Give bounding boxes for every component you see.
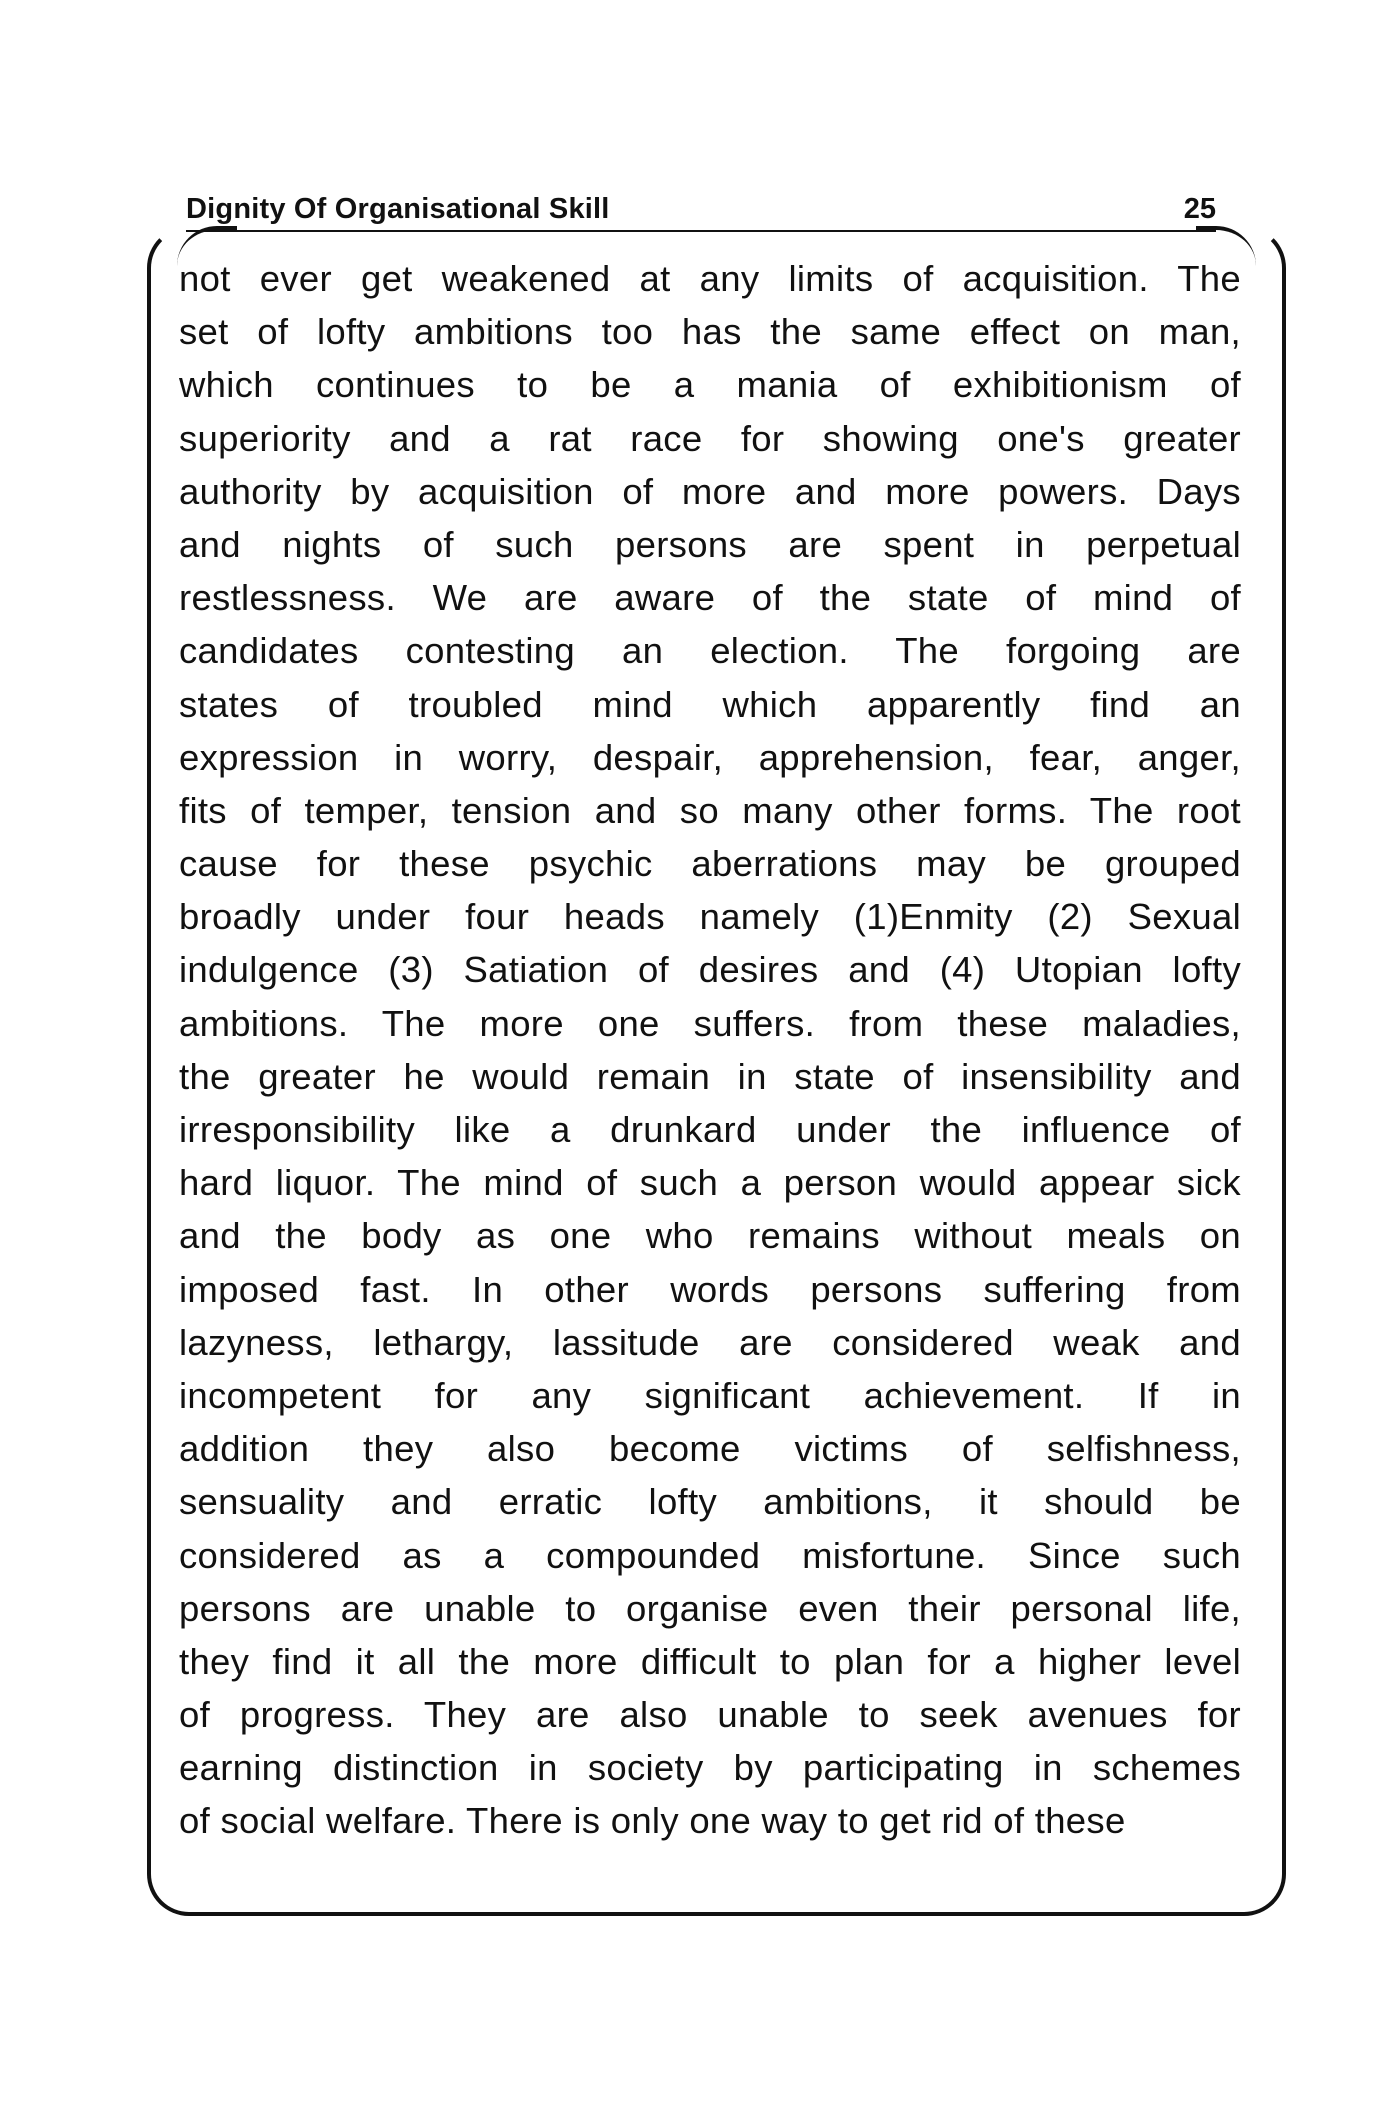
text-line: fits of temper, tension and so many other forms. The root	[179, 789, 1241, 831]
text-line: irresponsibility like a drunkard under the influence of	[179, 1109, 1241, 1150]
text-line: expression in worry, despair, apprehension, fear, anger,	[179, 736, 1241, 778]
text-line: ambitions. The more one suffers. from these maladies,	[179, 1002, 1241, 1044]
text-line: persons are unable to organise even their personal life,	[179, 1587, 1241, 1629]
running-title: Dignity Of Organisational Skill	[186, 193, 610, 225]
body-text	[179, 252, 1241, 1848]
text-line: and nights of such persons are spent in perpetual	[179, 523, 1241, 565]
text-line: incompetent for any significant achievement. If in	[179, 1374, 1241, 1416]
text-line: considered as a compounded misfortune. Since such	[179, 1534, 1241, 1576]
text-line: imposed fast. In other words persons suffering from	[179, 1268, 1241, 1310]
text-line: the greater he would remain in state of insensibility and	[179, 1055, 1241, 1097]
text-line: addition they also become victims of selfishness,	[179, 1428, 1241, 1470]
text-line: set of lofty ambitions too has the same effect on man,	[179, 311, 1241, 353]
text-line: restlessness. We are aware of the state of mind of	[179, 577, 1241, 619]
text-line: not ever get weakened at any limits of acquisition. The	[179, 258, 1241, 299]
text-line: of progress. They are also unable to seek avenues for	[179, 1694, 1241, 1736]
text-line: hard liquor. The mind of such a person would appear sick	[179, 1162, 1241, 1204]
text-line: broadly under four heads namely (1)Enmity (2) Sexual	[179, 896, 1241, 938]
text-line: and the body as one who remains without meals on	[179, 1215, 1241, 1257]
text-line: which continues to be a mania of exhibitionism of	[179, 364, 1241, 406]
text-line: candidates contesting an election. The forgoing are	[179, 630, 1241, 672]
text-line: of social welfare. There is only one way to get rid of these	[179, 1800, 1126, 1842]
page-number: 25	[1183, 193, 1216, 225]
text-line: lazyness, lethargy, lassitude are considered weak and	[179, 1321, 1241, 1363]
text-line: they find it all the more difficult to plan for a higher level	[179, 1640, 1241, 1682]
text-line: sensuality and erratic lofty ambitions, it should be	[179, 1481, 1241, 1523]
text-line: earning distinction in society by participating in schemes	[179, 1747, 1241, 1789]
text-line: cause for these psychic aberrations may be grouped	[179, 843, 1241, 885]
text-line: superiority and a rat race for showing one's greater	[179, 417, 1241, 459]
text-line: states of troubled mind which apparently find an	[179, 683, 1241, 725]
text-line: indulgence (3) Satiation of desires and (4) Utopian lofty	[179, 949, 1241, 991]
text-line: authority by acquisition of more and more powers. Days	[179, 470, 1241, 512]
